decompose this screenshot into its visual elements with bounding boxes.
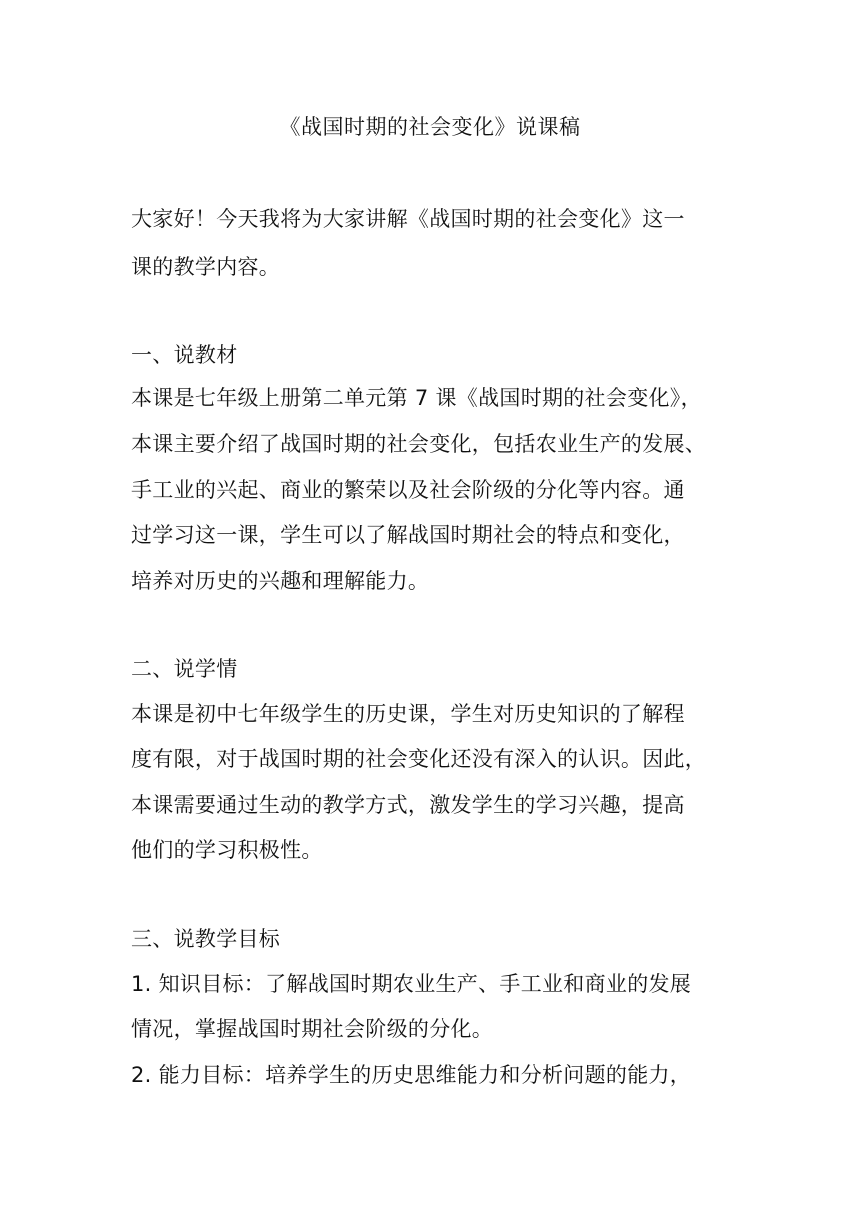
section-heading-students: 二、说学情 <box>131 657 238 681</box>
list-item-line: 2. 能力目标：培养学生的历史思维能力和分析问题的能力， <box>131 1063 692 1087</box>
paragraph-line: 手工业的兴起、商业的繁荣以及社会阶级的分化等内容。通 <box>131 478 685 502</box>
intro-line: 课的教学内容。 <box>131 255 281 279</box>
section-heading-textbook: 一、说教材 <box>131 343 238 367</box>
paragraph-line: 本课需要通过生动的教学方式，激发学生的学习兴趣，提高 <box>131 793 685 817</box>
paragraph-line: 培养对历史的兴趣和理解能力。 <box>131 569 430 593</box>
paragraph-line: 本课主要介绍了战国时期的社会变化，包括农业生产的发展、 <box>131 432 707 456</box>
page-title: 《战国时期的社会变化》说课稿 <box>279 115 581 139</box>
paragraph-line: 过学习这一课，学生可以了解战国时期社会的特点和变化， <box>131 523 685 547</box>
paragraph-line: 他们的学习积极性。 <box>131 838 323 862</box>
list-item-line: 1. 知识目标：了解战国时期农业生产、手工业和商业的发展 <box>131 972 692 996</box>
intro-line: 大家好！今天我将为大家讲解《战国时期的社会变化》这一 <box>131 207 685 231</box>
list-item-line: 情况，掌握战国时期社会阶级的分化。 <box>131 1017 494 1041</box>
paragraph-line: 度有限，对于战国时期的社会变化还没有深入的认识。因此， <box>131 747 707 771</box>
paragraph-line: 本课是七年级上册第二单元第 7 课《战国时期的社会变化》， <box>131 386 702 410</box>
paragraph-line: 本课是初中七年级学生的历史课，学生对历史知识的了解程 <box>131 702 685 726</box>
section-heading-objectives: 三、说教学目标 <box>131 927 281 951</box>
